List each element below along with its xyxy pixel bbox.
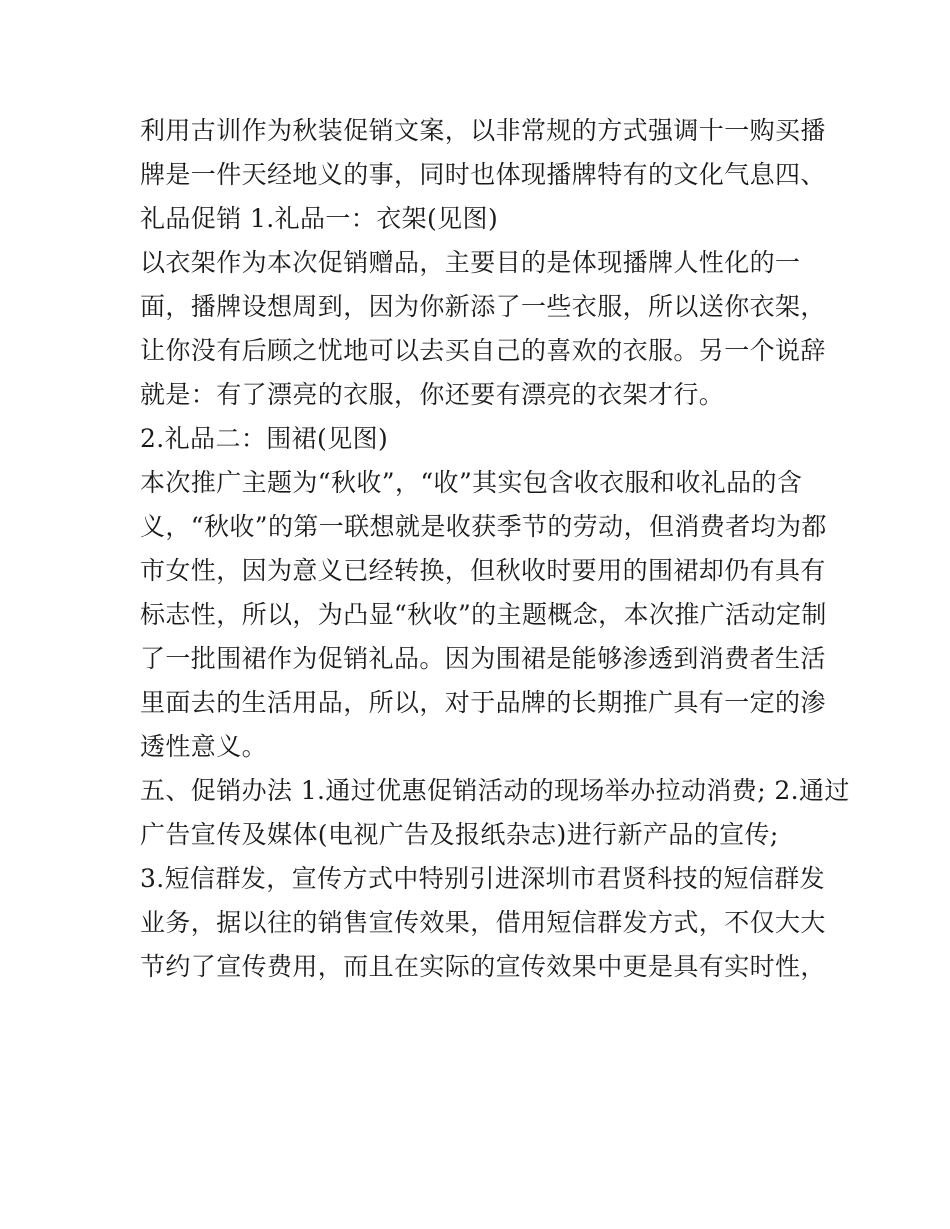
text-line: 里面去的生活用品，所以，对于品牌的长期推广具有一定的渗	[140, 688, 826, 717]
text-line: 就是：有了漂亮的衣服，你还要有漂亮的衣架才行。	[140, 380, 725, 409]
text-line: 以衣架作为本次促销赠品，主要目的是体现播牌人性化的一	[140, 248, 801, 277]
text-line: 利用古训作为秋装促销文案，以非常规的方式强调十一购买播	[140, 116, 826, 145]
text-line: 了一批围裙作为促销礼品。因为围裙是能够渗透到消费者生活	[140, 644, 826, 673]
text-line: 广告宣传及媒体(电视广告及报纸杂志)进行新产品的宣传;	[140, 820, 779, 849]
text-line: 2.礼品二：围裙(见图)	[140, 424, 389, 453]
text-line: 牌是一件天经地义的事，同时也体现播牌特有的文化气息四、	[140, 160, 826, 189]
text-line: 面，播牌设想周到，因为你新添了一些衣服，所以送你衣架，	[140, 292, 826, 321]
text-line: 礼品促销 1.礼品一：衣架(见图)	[140, 204, 499, 233]
document-body	[140, 109, 850, 989]
text-line: 节约了宣传费用，而且在实际的宣传效果中更是具有实时性，	[140, 952, 826, 981]
text-line: 市女性，因为意义已经转换，但秋收时要用的围裙却仍有具有	[140, 556, 826, 585]
text-line: 标志性，所以，为凸显“秋收”的主题概念，本次推广活动定制	[140, 600, 827, 629]
text-line: 让你没有后顾之忧地可以去买自己的喜欢的衣服。另一个说辞	[140, 336, 826, 365]
text-line: 3.短信群发，宣传方式中特别引进深圳市君贤科技的短信群发	[140, 864, 826, 893]
text-line: 义，“秋收”的第一联想就是收获季节的劳动，但消费者均为都	[140, 512, 827, 541]
text-line: 五、促销办法 1.通过优惠促销活动的现场举办拉动消费; 2.通过	[140, 776, 850, 805]
text-line: 业务，据以往的销售宣传效果，借用短信群发方式，不仅大大	[140, 908, 826, 937]
text-line: 透性意义。	[140, 732, 268, 761]
text-line: 本次推广主题为“秋收”，“收”其实包含收衣服和收礼品的含	[140, 468, 803, 497]
